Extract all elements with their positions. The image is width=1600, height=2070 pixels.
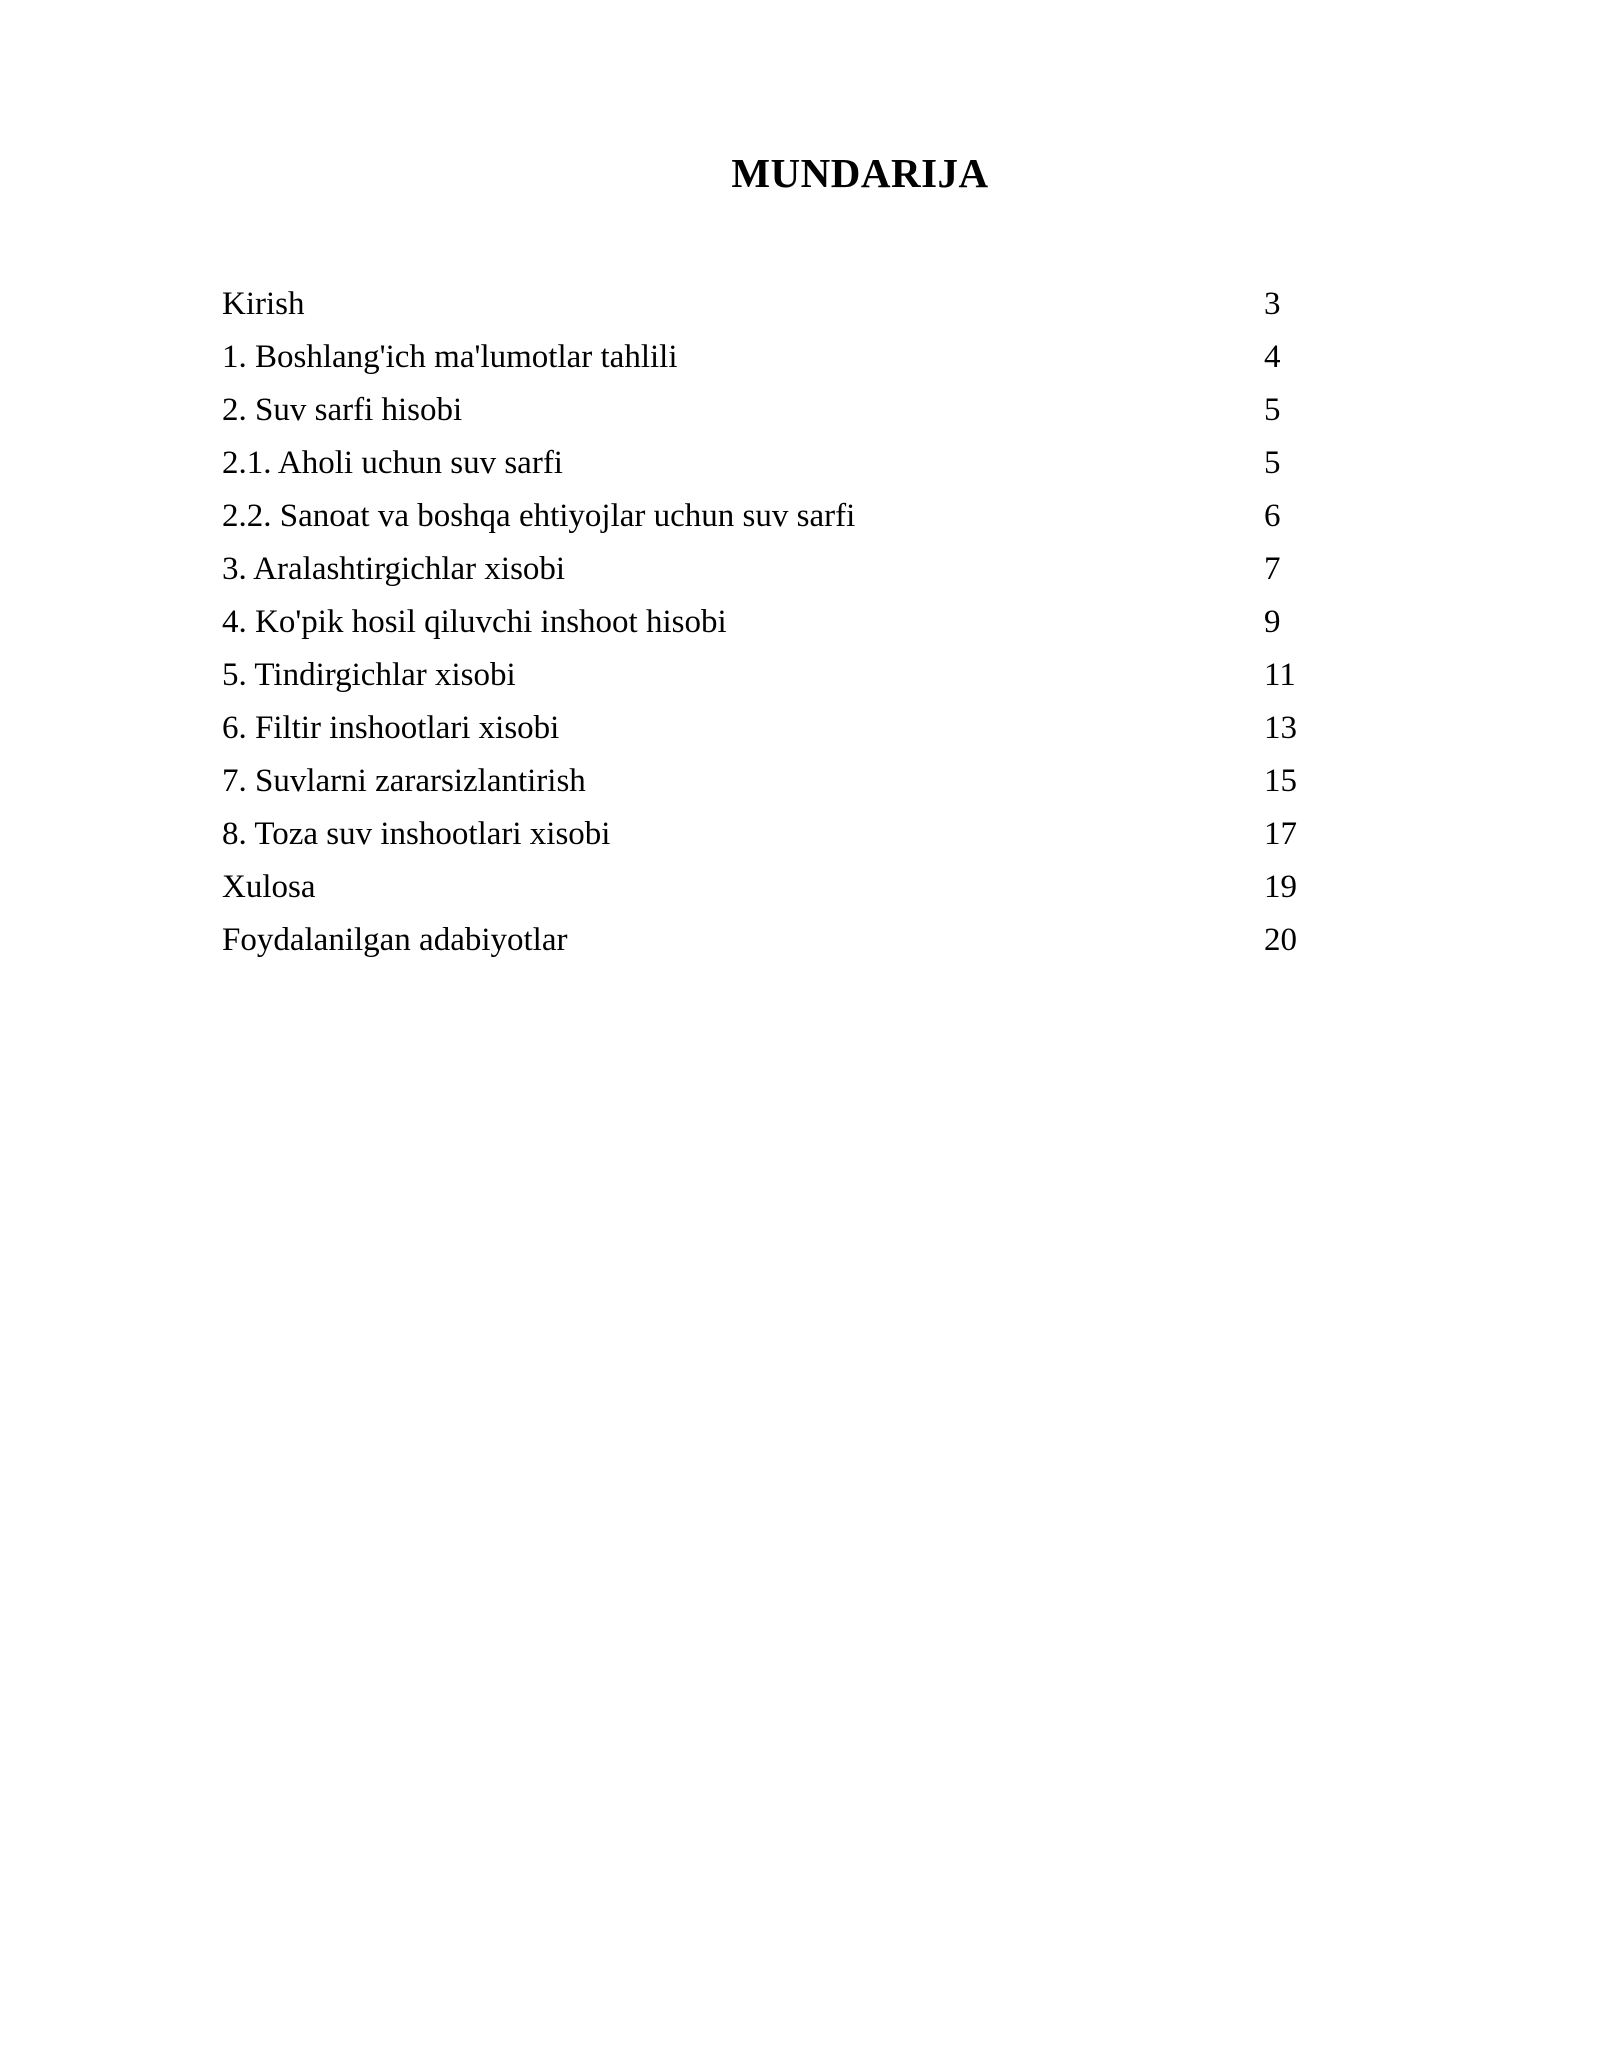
toc-entry-page: 19 — [1264, 869, 1297, 905]
toc-row — [222, 808, 1352, 861]
toc-entry-label: 5. Tindirgichlar xisobi — [222, 657, 516, 693]
toc-entry-label: 4. Ko'pik hosil qiluvchi inshoot hisobi — [222, 604, 727, 640]
toc-row — [222, 331, 1352, 384]
toc-entry-page: 5 — [1264, 445, 1281, 481]
toc-entry-page: 6 — [1264, 498, 1281, 534]
toc-row — [222, 596, 1352, 649]
toc-row — [222, 755, 1352, 808]
toc-row — [222, 702, 1352, 755]
toc-entry-label: 1. Boshlang'ich ma'lumotlar tahlili — [222, 339, 678, 375]
toc-row — [222, 914, 1352, 967]
toc-entry-label: 2. Suv sarfi hisobi — [222, 392, 463, 428]
toc-entry-label: 6. Filtir inshootlari xisobi — [222, 710, 560, 746]
toc-entry-label: Foydalanilgan adabiyotlar — [222, 922, 568, 958]
page-title: MUNDARIJA — [731, 150, 989, 196]
toc-entry-label: Xulosa — [222, 869, 316, 905]
toc-entry-page: 5 — [1264, 392, 1281, 428]
toc-row — [222, 490, 1352, 543]
toc-row — [222, 278, 1352, 331]
toc-entry-page: 17 — [1264, 816, 1297, 852]
toc-entry-label: Kirish — [222, 286, 305, 322]
toc-entry-label: 3. Aralashtirgichlar xisobi — [222, 551, 566, 587]
toc-entry-label: 8. Toza suv inshootlari xisobi — [222, 816, 611, 852]
toc-entry-page: 9 — [1264, 604, 1281, 640]
toc-row — [222, 543, 1352, 596]
toc-entry-page: 13 — [1264, 710, 1297, 746]
toc-entry-label: 7. Suvlarni zararsizlantirish — [222, 763, 586, 799]
toc-entry-page: 7 — [1264, 551, 1281, 587]
toc-row — [222, 649, 1352, 702]
toc-entry-page: 20 — [1264, 922, 1297, 958]
toc-row — [222, 437, 1352, 490]
toc-entry-page: 15 — [1264, 763, 1297, 799]
toc-entry-label: 2.2. Sanoat va boshqa ehtiyojlar uchun suv sarfi — [222, 498, 856, 534]
toc-entry-page: 11 — [1264, 657, 1296, 693]
toc-entry-page: 3 — [1264, 286, 1281, 322]
toc-row — [222, 861, 1352, 914]
table-of-contents — [222, 278, 1352, 967]
toc-row — [222, 384, 1352, 437]
toc-entry-page: 4 — [1264, 339, 1281, 375]
toc-entry-label: 2.1. Aholi uchun suv sarfi — [222, 445, 563, 481]
